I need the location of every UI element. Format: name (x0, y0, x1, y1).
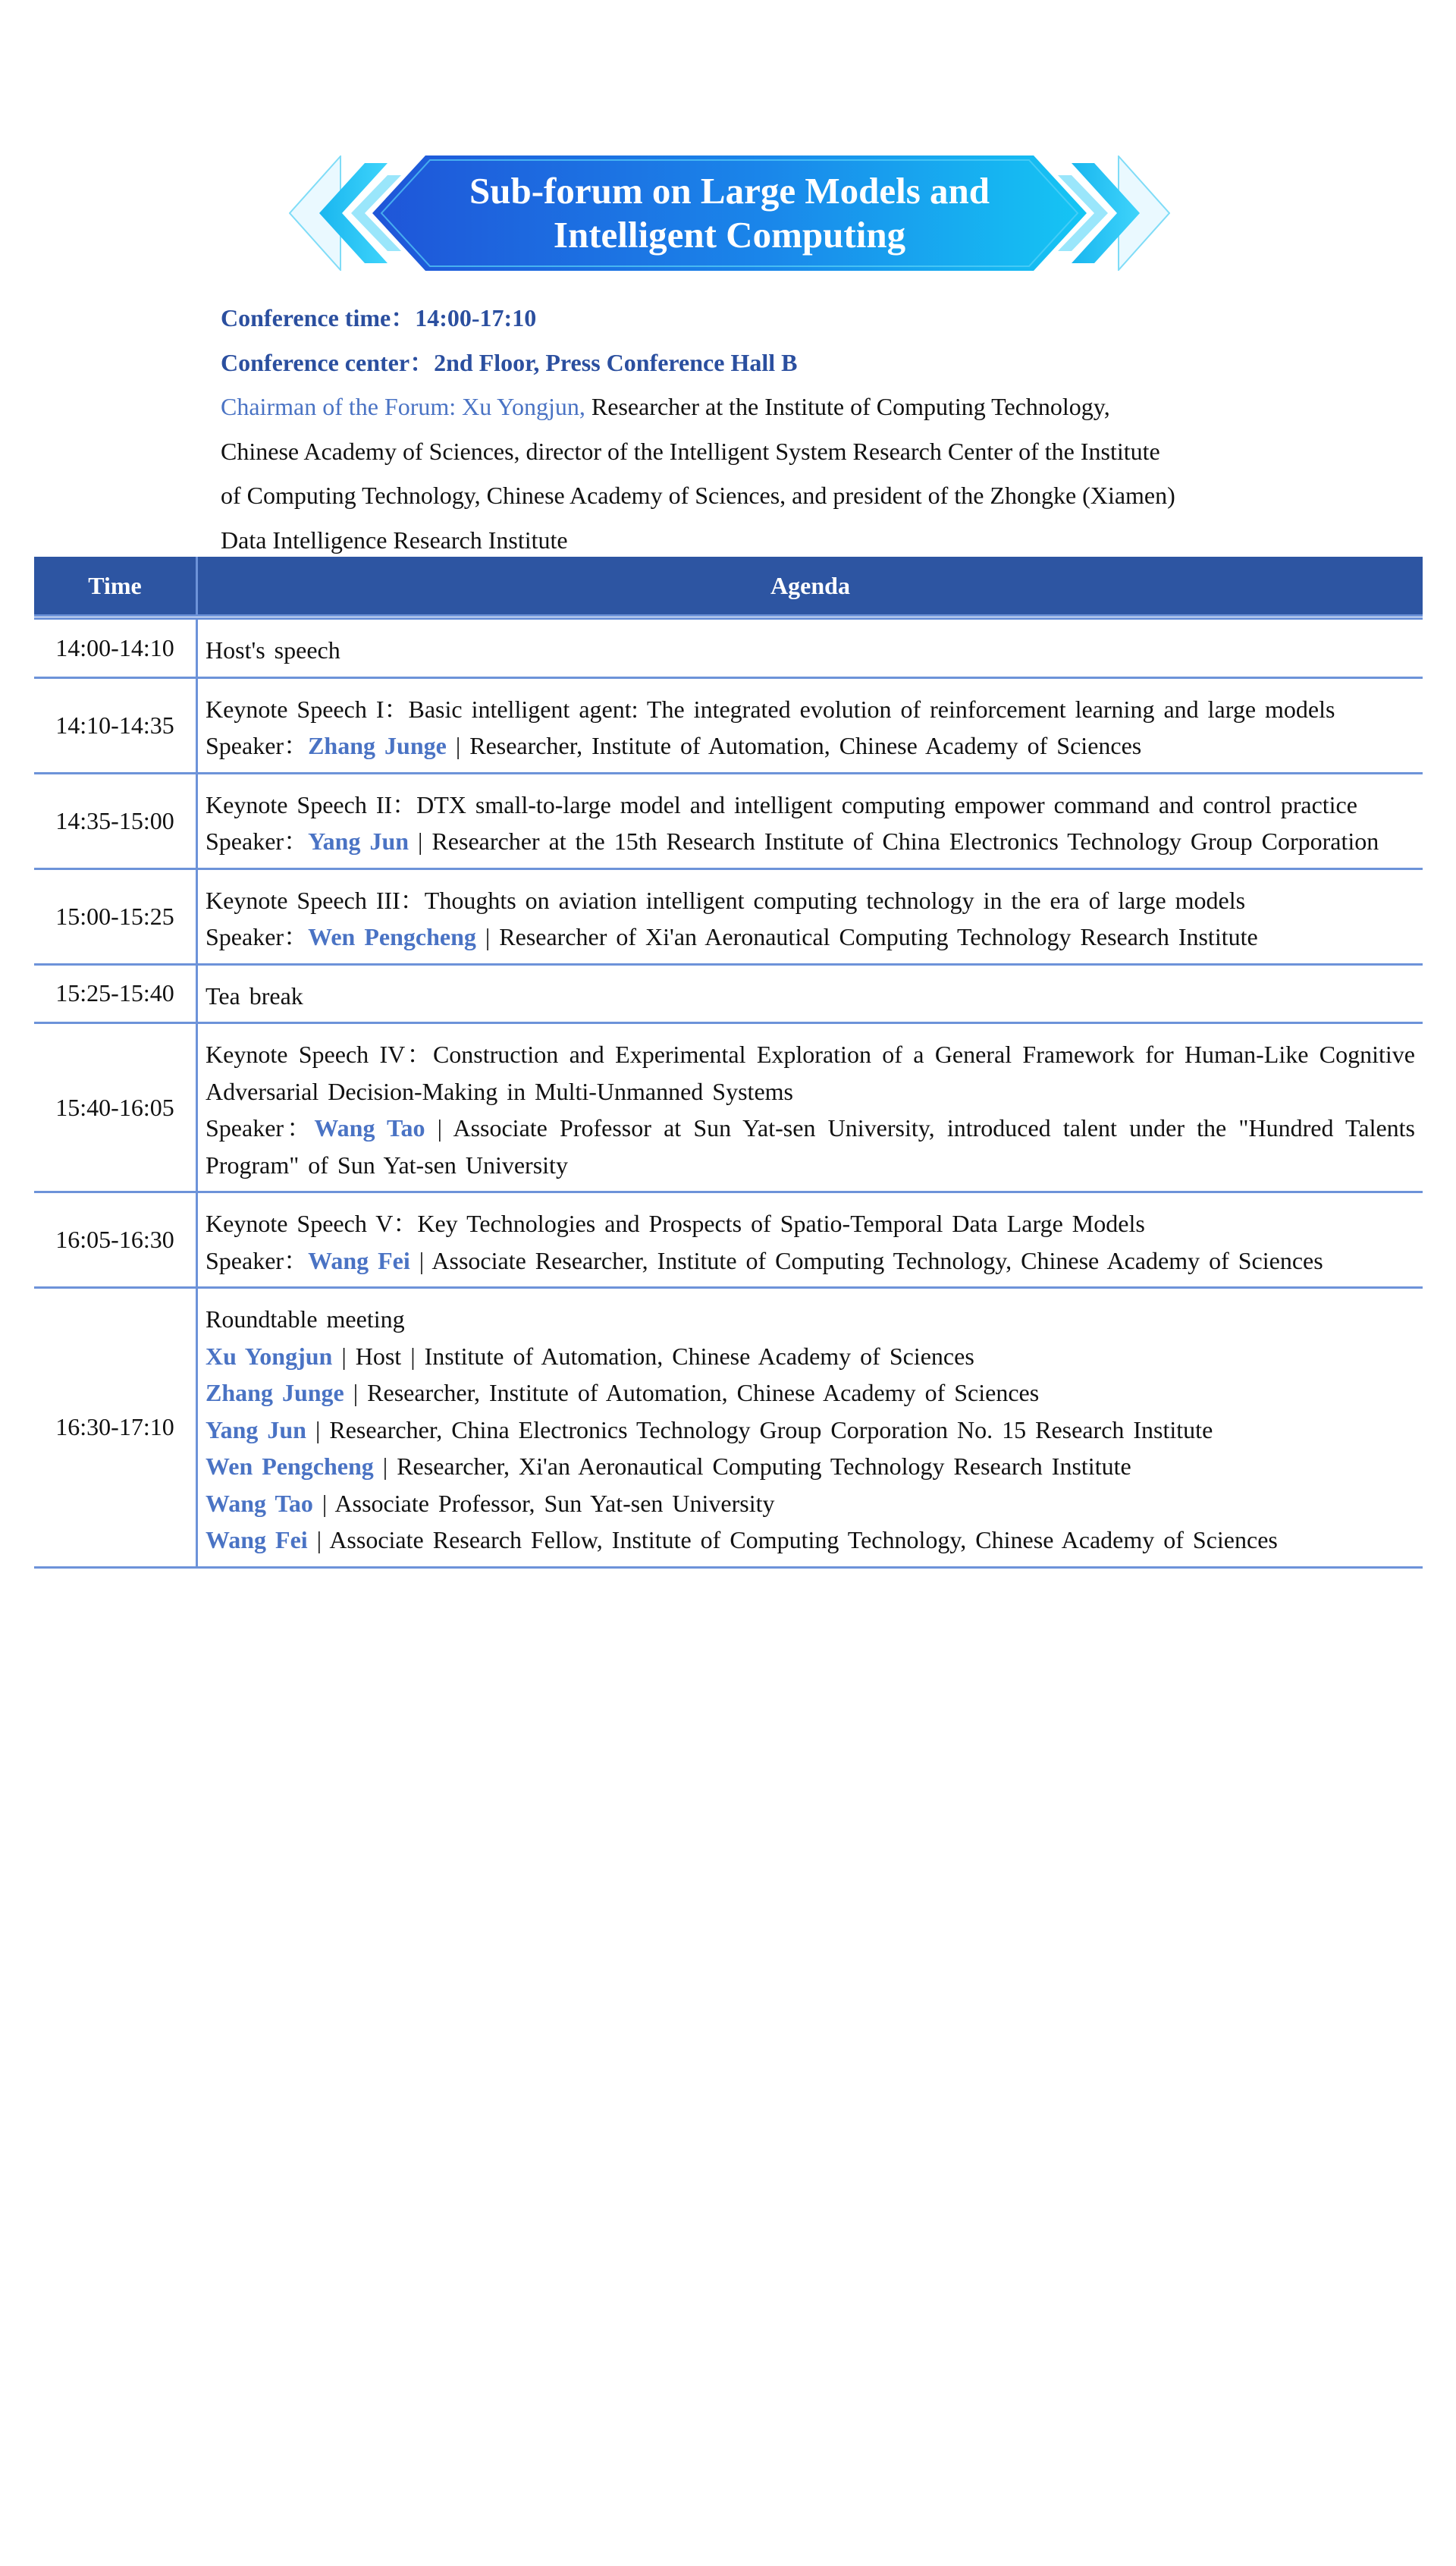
speaker-label: Speaker： (206, 732, 309, 759)
participant-line (206, 1522, 1415, 1559)
row-title: Tea break (206, 981, 303, 1010)
participant-name: Wen Pengcheng (206, 1453, 374, 1480)
row-speaker-line (206, 919, 1415, 956)
row-agenda (197, 677, 1423, 773)
participant-name: Xu Yongjun (206, 1342, 333, 1370)
chairman-text-1: Researcher at the Institute of Computing Technology, (591, 393, 1110, 420)
conference-center-label: Conference center： (221, 348, 435, 376)
title-line-2: Intelligent Computing (553, 214, 906, 256)
row-title: Host's speech (206, 636, 340, 664)
conference-center-line (221, 341, 1237, 385)
speaker-name: Zhang Junge (308, 732, 447, 759)
row-title: Roundtable meeting (206, 1305, 405, 1333)
agenda-table (34, 557, 1423, 1569)
row-title: Keynote Speech IV：Construction and Experimental Exploration of a General Framework for Human-Like Cognitive Adversarial Decision-Making in Multi-Unmanned Systems (206, 1041, 1415, 1105)
chairman-line-3: of Computing Technology, Chinese Academy of Sciences, and president of the Zhongke (Xiamen) (221, 482, 1175, 509)
row-agenda (197, 1023, 1423, 1192)
chairman-line-4: Data Intelligence Research Institute (221, 526, 568, 554)
speaker-name: Yang Jun (308, 828, 410, 855)
participant-desc: | Host | Institute of Automation, Chinese Academy of Sciences (332, 1342, 974, 1370)
speaker-affiliation: | Researcher, Institute of Automation, Chinese Academy of Sciences (446, 732, 1142, 759)
table-row (34, 773, 1423, 868)
row-agenda (197, 1288, 1423, 1568)
row-title: Keynote Speech I：Basic intelligent agent: The integrated evolution of reinforcement learning and large models (206, 695, 1335, 723)
speaker-affiliation: | Researcher of Xi'an Aeronautical Computing Technology Research Institute (475, 923, 1258, 950)
row-speaker-line (206, 727, 1415, 765)
conference-info (221, 296, 1237, 562)
table-row (34, 1023, 1423, 1192)
chairman-line-2: Chinese Academy of Sciences, director of the Intelligent System Research Center of the Institute (221, 437, 1160, 465)
table-row (34, 619, 1423, 678)
row-agenda (197, 1192, 1423, 1288)
chairman-line-1 (221, 385, 1237, 429)
speaker-name: Wang Fei (308, 1246, 410, 1274)
participant-line (206, 1448, 1415, 1485)
participant-desc: | Associate Research Fellow, Institute of Computing Technology, Chinese Academy of Sciences (307, 1526, 1278, 1553)
row-time: 16:30-17:10 (34, 1288, 197, 1568)
speaker-name: Wen Pengcheng (308, 923, 476, 950)
participant-name: Yang Jun (206, 1415, 306, 1443)
conference-time-value: 14:00-17:10 (415, 304, 537, 331)
chairman-label: Chairman of the Forum: Xu Yongjun, (221, 393, 585, 420)
row-time: 14:10-14:35 (34, 677, 197, 773)
speaker-label: Speaker： (206, 828, 309, 855)
title-banner (289, 155, 1170, 271)
participant-line (206, 1485, 1415, 1522)
row-title: Keynote Speech II：DTX small-to-large model and intelligent computing empower command and control practice (206, 790, 1357, 818)
row-speaker-line (206, 823, 1415, 860)
participant-desc: | Researcher, Xi'an Aeronautical Computing Technology Research Institute (373, 1453, 1131, 1480)
participant-line (206, 1412, 1415, 1449)
row-time: 15:40-16:05 (34, 1023, 197, 1192)
speaker-label: Speaker： (206, 923, 309, 950)
row-agenda (197, 868, 1423, 964)
row-time: 15:00-15:25 (34, 868, 197, 964)
row-title: Keynote Speech III：Thoughts on aviation intelligent computing technology in the era of large models (206, 886, 1246, 914)
row-title: Keynote Speech V：Key Technologies and Prospects of Spatio-Temporal Data Large Models (206, 1210, 1145, 1237)
header-agenda: Agenda (197, 557, 1423, 616)
participant-desc: | Researcher, Institute of Automation, Chinese Academy of Sciences (344, 1379, 1040, 1406)
row-speaker-line (206, 1242, 1415, 1280)
speaker-label: Speaker： (206, 1114, 315, 1142)
speaker-affiliation: | Associate Professor at Sun Yat-sen University, introduced talent under the "Hundred Talents Program" of Sun Yat-sen University (206, 1114, 1416, 1179)
speaker-affiliation: | Associate Researcher, Institute of Computing Technology, Chinese Academy of Sciences (410, 1246, 1323, 1274)
participant-name: Zhang Junge (206, 1379, 344, 1406)
row-time: 14:35-15:00 (34, 773, 197, 868)
row-agenda (197, 773, 1423, 868)
header-time: Time (34, 557, 197, 616)
table-row (34, 1288, 1423, 1568)
table-header-row (34, 557, 1423, 616)
title-line-1: Sub-forum on Large Models and (469, 170, 990, 212)
participant-desc: | Researcher, China Electronics Technology Group Corporation No. 15 Research Institute (306, 1415, 1213, 1443)
participant-desc: | Associate Professor, Sun Yat-sen University (312, 1489, 775, 1517)
participant-line (206, 1338, 1415, 1375)
speaker-name: Wang Tao (314, 1114, 425, 1142)
participant-name: Wang Tao (206, 1489, 313, 1517)
speaker-label: Speaker： (206, 1246, 309, 1274)
conference-center-value: 2nd Floor, Press Conference Hall B (434, 348, 798, 376)
table-row (34, 964, 1423, 1023)
participant-line (206, 1374, 1415, 1412)
row-time: 16:05-16:30 (34, 1192, 197, 1288)
table-row (34, 868, 1423, 964)
participant-name: Wang Fei (206, 1526, 308, 1553)
table-row (34, 1192, 1423, 1288)
table-row (34, 677, 1423, 773)
row-speaker-line (206, 1110, 1415, 1183)
row-time: 15:25-15:40 (34, 964, 197, 1023)
speaker-affiliation: | Researcher at the 15th Research Institute of China Electronics Technology Group Corporation (409, 828, 1379, 855)
page-title (425, 166, 1034, 260)
row-time: 14:00-14:10 (34, 619, 197, 678)
conference-time-line (221, 296, 1237, 341)
row-agenda (197, 964, 1423, 1023)
row-agenda (197, 619, 1423, 678)
conference-time-label: Conference time： (221, 304, 416, 331)
